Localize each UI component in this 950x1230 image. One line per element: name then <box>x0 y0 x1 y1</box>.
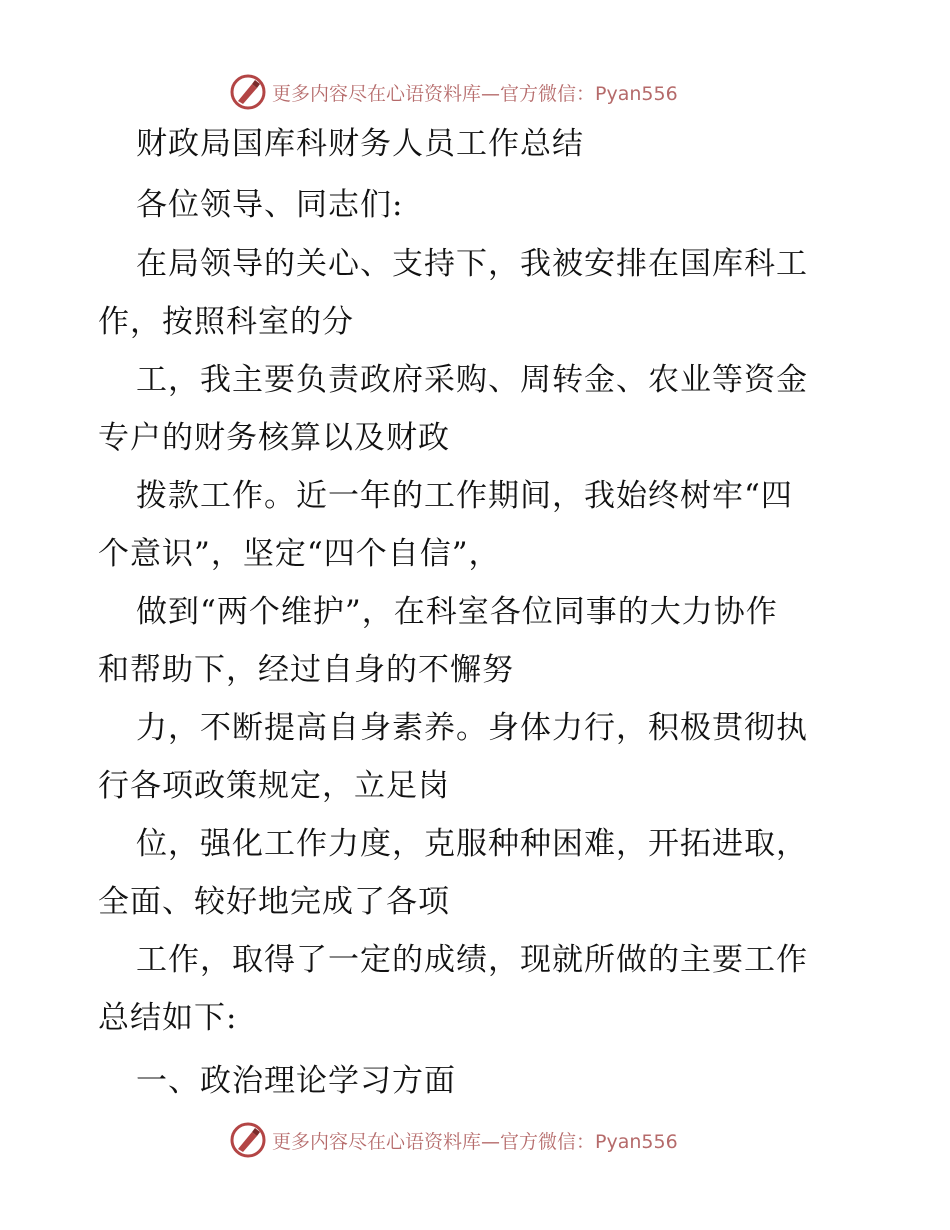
body-line: 工作，取得了一定的成绩，现就所做的主要工作 <box>136 942 808 978</box>
body-line: 行各项政策规定，立足岗 <box>98 768 450 804</box>
body-line: 和帮助下，经过自身的不懈努 <box>98 652 514 688</box>
body-line: 在局领导的关心、支持下，我被安排在国库科工 <box>136 246 808 282</box>
pen-logo-icon <box>230 74 266 110</box>
body-line: 做到“两个维护”，在科室各位同事的大力协作 <box>136 594 778 630</box>
body-line: 工，我主要负责政府采购、周转金、农业等资金 <box>136 362 808 398</box>
body-line: 个意识”，坚定“四个自信”， <box>98 536 501 572</box>
body-line: 专户的财务核算以及财政 <box>98 420 450 456</box>
pen-logo-icon <box>230 1122 266 1158</box>
body-line: 全面、较好地完成了各项 <box>98 884 450 920</box>
watermark-text: 更多内容尽在心语资料库—官方微信：Pyan556 <box>272 1130 678 1153</box>
salutation: 各位领导、同志们: <box>136 187 404 223</box>
body-line: 总结如下: <box>98 1000 238 1036</box>
document-title: 财政局国库科财务人员工作总结 <box>136 126 584 162</box>
body-line: 力，不断提高自身素养。身体力行，积极贯彻执 <box>136 710 808 746</box>
watermark-banner-bottom <box>230 1120 678 1160</box>
watermark-banner-top <box>230 72 678 112</box>
watermark-text: 更多内容尽在心语资料库—官方微信：Pyan556 <box>272 82 678 105</box>
body-line: 位，强化工作力度，克服种种困难，开拓进取， <box>136 826 808 862</box>
body-line: 拨款工作。近一年的工作期间，我始终树牢“四 <box>136 478 793 514</box>
body-line: 作，按照科室的分 <box>98 304 354 340</box>
section-heading: 一、政治理论学习方面 <box>136 1063 456 1099</box>
